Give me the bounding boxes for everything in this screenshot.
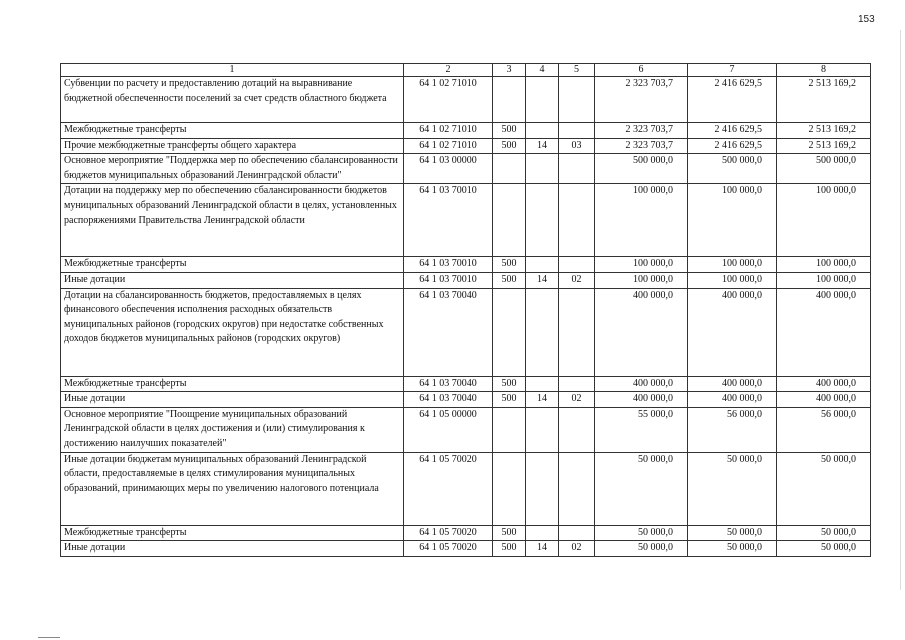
header-cell: 2 (404, 64, 493, 77)
row-sum-year-3: 400 000,0 (777, 376, 871, 392)
table-row (61, 123, 871, 139)
row-expense-type (493, 154, 526, 184)
row-section: 14 (526, 138, 559, 154)
row-sum-year-3: 2 513 169,2 (777, 123, 871, 139)
row-subsection (559, 184, 595, 257)
row-sum-year-1: 2 323 703,7 (595, 77, 688, 123)
row-expense-type: 500 (493, 376, 526, 392)
row-section (526, 525, 559, 541)
row-expense-type: 500 (493, 541, 526, 557)
row-target-code: 64 1 05 70020 (404, 525, 493, 541)
row-section: 14 (526, 541, 559, 557)
row-target-code: 64 1 02 71010 (404, 123, 493, 139)
table-row (61, 184, 871, 257)
row-target-code: 64 1 05 00000 (404, 407, 493, 452)
row-sum-year-3: 50 000,0 (777, 452, 871, 525)
row-section: 14 (526, 392, 559, 408)
row-sum-year-1: 500 000,0 (595, 154, 688, 184)
row-sum-year-3: 2 513 169,2 (777, 138, 871, 154)
table-row (61, 154, 871, 184)
table-row (61, 77, 871, 123)
row-sum-year-1: 50 000,0 (595, 541, 688, 557)
row-sum-year-2: 50 000,0 (688, 541, 777, 557)
row-subsection: 02 (559, 541, 595, 557)
row-sum-year-3: 100 000,0 (777, 272, 871, 288)
table-row (61, 138, 871, 154)
row-sum-year-2: 400 000,0 (688, 288, 777, 376)
row-section (526, 257, 559, 273)
header-row (61, 64, 871, 77)
row-subsection (559, 77, 595, 123)
row-sum-year-2: 56 000,0 (688, 407, 777, 452)
row-sum-year-2: 2 416 629,5 (688, 77, 777, 123)
row-expense-type (493, 288, 526, 376)
row-expense-type (493, 407, 526, 452)
row-subsection: 02 (559, 272, 595, 288)
page-number: 153 (858, 14, 875, 25)
row-name: Межбюджетные трансферты (61, 123, 404, 139)
row-name: Межбюджетные трансферты (61, 257, 404, 273)
row-name: Иные дотации (61, 392, 404, 408)
row-sum-year-2: 400 000,0 (688, 376, 777, 392)
row-sum-year-3: 100 000,0 (777, 257, 871, 273)
row-sum-year-2: 400 000,0 (688, 392, 777, 408)
row-sum-year-2: 50 000,0 (688, 525, 777, 541)
row-section (526, 288, 559, 376)
header-cell: 7 (688, 64, 777, 77)
row-section (526, 376, 559, 392)
footer-rule (38, 637, 60, 638)
row-name: Межбюджетные трансферты (61, 525, 404, 541)
row-sum-year-2: 100 000,0 (688, 184, 777, 257)
row-target-code: 64 1 02 71010 (404, 77, 493, 123)
header-cell: 5 (559, 64, 595, 77)
row-name: Прочие межбюджетные трансферты общего характера (61, 138, 404, 154)
header-cell: 6 (595, 64, 688, 77)
row-subsection (559, 407, 595, 452)
row-target-code: 64 1 03 70010 (404, 257, 493, 273)
row-section (526, 77, 559, 123)
row-expense-type (493, 77, 526, 123)
table-row (61, 257, 871, 273)
row-expense-type: 500 (493, 392, 526, 408)
row-name: Межбюджетные трансферты (61, 376, 404, 392)
row-sum-year-2: 2 416 629,5 (688, 138, 777, 154)
row-sum-year-3: 50 000,0 (777, 541, 871, 557)
table-row (61, 452, 871, 525)
budget-table (60, 63, 871, 557)
row-sum-year-1: 400 000,0 (595, 376, 688, 392)
row-sum-year-3: 56 000,0 (777, 407, 871, 452)
row-section (526, 452, 559, 525)
row-sum-year-1: 100 000,0 (595, 184, 688, 257)
table-row (61, 376, 871, 392)
row-section (526, 123, 559, 139)
row-target-code: 64 1 03 70010 (404, 272, 493, 288)
row-section (526, 184, 559, 257)
row-sum-year-1: 400 000,0 (595, 392, 688, 408)
row-subsection (559, 257, 595, 273)
row-expense-type (493, 184, 526, 257)
row-subsection (559, 288, 595, 376)
scan-edge (900, 30, 901, 590)
row-name: Иные дотации (61, 541, 404, 557)
row-subsection (559, 123, 595, 139)
table-row (61, 288, 871, 376)
row-name: Дотации на поддержку мер по обеспечению сбалансированности бюджетов муниципальных образований Ленинградской области в целях, установленных распоряжениями Правительства Ленинградской области (61, 184, 404, 257)
row-target-code: 64 1 03 70010 (404, 184, 493, 257)
row-target-code: 64 1 05 70020 (404, 541, 493, 557)
row-name: Иные дотации бюджетам муниципальных образований Ленинградской области, предоставляемые в целях стимулирования муниципальных образований, принимающих меры по увеличению налогового потенциала (61, 452, 404, 525)
table-row (61, 392, 871, 408)
row-sum-year-1: 55 000,0 (595, 407, 688, 452)
row-name: Иные дотации (61, 272, 404, 288)
row-sum-year-3: 50 000,0 (777, 525, 871, 541)
row-name: Основное мероприятие "Поощрение муниципальных образований Ленинградской области в целях достижения и (или) стимулирования к достижению наилучших показателей" (61, 407, 404, 452)
row-section: 14 (526, 272, 559, 288)
row-sum-year-1: 50 000,0 (595, 452, 688, 525)
header-cell: 8 (777, 64, 871, 77)
header-cell: 3 (493, 64, 526, 77)
row-sum-year-1: 400 000,0 (595, 288, 688, 376)
table-body (61, 64, 871, 557)
row-target-code: 64 1 03 70040 (404, 392, 493, 408)
header-cell: 4 (526, 64, 559, 77)
row-target-code: 64 1 03 00000 (404, 154, 493, 184)
row-subsection (559, 525, 595, 541)
row-subsection (559, 452, 595, 525)
table-row (61, 407, 871, 452)
row-subsection (559, 376, 595, 392)
row-name: Основное мероприятие "Поддержка мер по обеспечению сбалансированности бюджетов муниципальных образований Ленинградской области" (61, 154, 404, 184)
row-sum-year-3: 500 000,0 (777, 154, 871, 184)
row-sum-year-3: 400 000,0 (777, 392, 871, 408)
row-subsection: 03 (559, 138, 595, 154)
row-sum-year-1: 2 323 703,7 (595, 123, 688, 139)
row-expense-type: 500 (493, 525, 526, 541)
row-sum-year-2: 100 000,0 (688, 272, 777, 288)
row-target-code: 64 1 03 70040 (404, 288, 493, 376)
row-sum-year-2: 2 416 629,5 (688, 123, 777, 139)
row-sum-year-2: 100 000,0 (688, 257, 777, 273)
row-expense-type (493, 452, 526, 525)
row-expense-type: 500 (493, 138, 526, 154)
table-row (61, 525, 871, 541)
row-sum-year-3: 100 000,0 (777, 184, 871, 257)
row-expense-type: 500 (493, 257, 526, 273)
table-row (61, 541, 871, 557)
row-target-code: 64 1 05 70020 (404, 452, 493, 525)
row-name: Субвенции по расчету и предоставлению дотаций на выравнивание бюджетной обеспеченности поселений за счет средств областного бюджета (61, 77, 404, 123)
row-section (526, 154, 559, 184)
row-section (526, 407, 559, 452)
row-sum-year-2: 500 000,0 (688, 154, 777, 184)
row-target-code: 64 1 02 71010 (404, 138, 493, 154)
row-sum-year-3: 400 000,0 (777, 288, 871, 376)
row-expense-type: 500 (493, 272, 526, 288)
row-sum-year-1: 50 000,0 (595, 525, 688, 541)
row-subsection (559, 154, 595, 184)
row-subsection: 02 (559, 392, 595, 408)
row-expense-type: 500 (493, 123, 526, 139)
header-cell: 1 (61, 64, 404, 77)
row-sum-year-3: 2 513 169,2 (777, 77, 871, 123)
row-sum-year-1: 2 323 703,7 (595, 138, 688, 154)
row-name: Дотации на сбалансированность бюджетов, предоставляемых в целях финансового обеспечения исполнения расходных обязательств муниципальных районов (городских округов) при недостатке собственных доходов бюджетов муниципальных районов (городских округов) (61, 288, 404, 376)
row-sum-year-2: 50 000,0 (688, 452, 777, 525)
row-target-code: 64 1 03 70040 (404, 376, 493, 392)
table-row (61, 272, 871, 288)
row-sum-year-1: 100 000,0 (595, 272, 688, 288)
row-sum-year-1: 100 000,0 (595, 257, 688, 273)
